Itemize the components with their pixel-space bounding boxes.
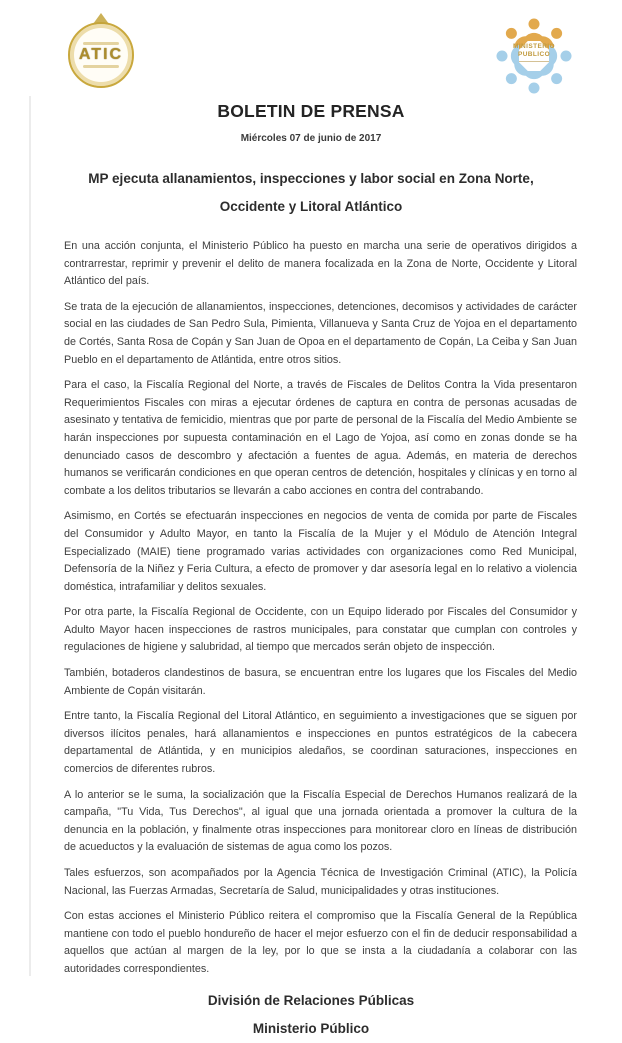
atic-arc-text-top	[83, 42, 119, 45]
body-paragraph: Asimismo, en Cortés se efectuarán inspecciones en negocios de venta de comida por parte de Fiscales del Consumidor y Adulto Mayor, en tanto la Fiscalía de la Mujer y el Módulo de Atención Integral Especializado (MAIE) tiene programado varias actividades con organizaciones como Red Municipal, Defensoría de la Niñez y Feria Cultura, a efecto de promover y dar asesoría legal en lo relativo a violencia doméstica, intrafamiliar y delitos sexuales.	[64, 510, 577, 593]
body-paragraph: Por otra parte, la Fiscalía Regional de Occidente, con un Equipo liderado por Fiscales del Consumidor y Adulto Mayor hacen inspecciones de rastros municipales, para constatar que cumplan con controles y regulaciones de higiene y salubridad, al tiempo que mercados serán objeto de inspección.	[64, 606, 577, 654]
atic-pyramid-icon	[93, 13, 109, 24]
atic-seal-ring	[68, 22, 134, 88]
body-paragraph: Para el caso, la Fiscalía Regional del Norte, a través de Fiscales de Delitos Contra la Vida presentaron Requerimientos Fiscales con miras a ejecutar órdenes de captura en contra de personas acusadas de asesinato y tentativa de femicidio, mientras que por parte de personal de la Fiscalía del Medio Ambiente se harán inspecciones por supuesta contaminación en el Lago de Yojoa, así como en zonas donde se ha denunciado casos de descombro y afectación a fuentes de agua. Además, en materia de derechos humanos se verificarán condiciones en que operan centros de detención, hospitales y clínicas y en torno al combate a los delitos tributarios se llevarán a cabo acciones en contra del contrabando.	[64, 379, 577, 497]
mp-logo-rule	[519, 61, 549, 62]
atic-arc-text-bottom	[83, 65, 119, 68]
mp-logo-line2: PUBLICO	[517, 51, 551, 58]
document-title: BOLETIN DE PRENSA	[217, 101, 405, 121]
atic-logo-icon	[64, 13, 138, 88]
body-paragraph: A lo anterior se le suma, la socialización que la Fiscalía Especial de Derechos Humanos realizará de la campaña, "Tu Vida, Tus Derechos", al igual que una jornada orientada a promover la cultura de la denuncia en la población, y finalmente otras inspecciones para monitorear cloro en líneas de distribución de acueductos y la evaluación de sistemas de agua como los pozos.	[64, 788, 577, 854]
body-paragraph: En una acción conjunta, el Ministerio Público ha puesto en marcha una serie de operativos dirigidos a contrarrestar, reprimir y prevenir el delito de manera focalizada en la Zona de Norte, Occidente y Litoral Atlántico del país.	[64, 240, 577, 288]
mp-logo-text	[488, 43, 580, 62]
atic-logo-label: ATIC	[78, 46, 124, 63]
body-paragraph: Entre tanto, la Fiscalía Regional del Litoral Atlántico, en seguimiento a investigaciones que se siguen por diversos ilícitos penales, hará allanamientos e inspecciones en puntos estratégicos de la cabecera departamental de Atlántida, y en municipios aledaños, se coordinan saturaciones, inspecciones en comercios de diferentes rubros.	[64, 710, 577, 776]
footer-division: División de Relaciones Públicas	[207, 992, 415, 1008]
body-paragraph: También, botaderos clandestinos de basura, se encuentran entre los lugares que los Fiscales del Medio Ambiente de Copán visitarán.	[64, 667, 577, 697]
body-paragraph: Se trata de la ejecución de allanamientos, inspecciones, detenciones, decomisos y actividades de carácter social en las ciudades de San Pedro Sula, Pimienta, Villanueva y Santa Cruz de Yojoa en el departamento de Cortés, Santa Rosa de Copán y San Juan de Opoa en el departamento de Copán, La Ceiba y San Juan Pueblo en el departamento de Atlántida, entre otros sitios.	[64, 300, 577, 366]
scan-artifact-line	[29, 96, 31, 976]
body-text	[64, 238, 577, 979]
headline: MP ejecuta allanamientos, inspecciones y labor social en Zona Norte, Occidente y Litoral Atlántico	[88, 171, 534, 214]
footer-ministry: Ministerio Público	[252, 1020, 370, 1036]
footer	[0, 987, 622, 1043]
body-paragraph: Con estas acciones el Ministerio Público reitera el compromiso que la Fiscalía General de la República mantiene con todo el pueblo hondureño de hacer el mejor esfuerzo con el fin de deducir responsabilidad a aquellos que actúan al margen de la ley, por lo que se insta a la ciudadanía a colaborar con las autoridades correspondientes.	[64, 910, 577, 975]
document-date: Miércoles 07 de junio de 2017	[240, 133, 382, 144]
ministerio-publico-logo-icon	[488, 13, 580, 97]
header-logos	[0, 0, 622, 99]
body-paragraph: Tales esfuerzos, son acompañados por la Agencia Técnica de Investigación Criminal (ATIC), la Policía Nacional, las Fuerzas Armadas, Secretaría de Salud, municipalidades y otras instituciones.	[64, 867, 577, 897]
mp-logo-line1: MINISTERIO	[513, 43, 555, 50]
